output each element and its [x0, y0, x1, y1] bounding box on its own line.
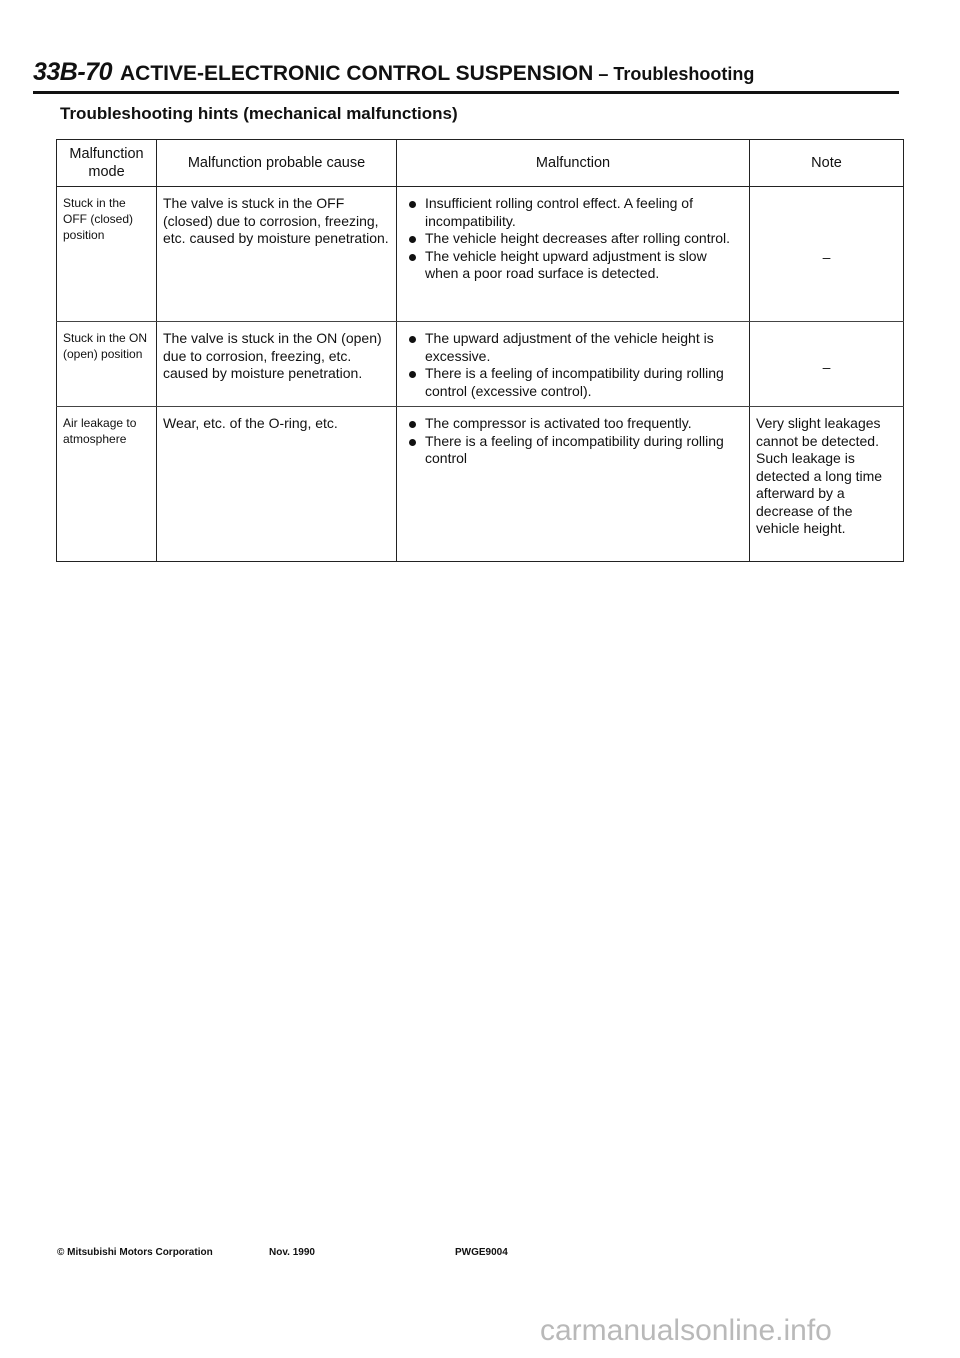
table-row — [57, 407, 904, 562]
note-cell: Very slight leakages cannot be detected. Such leakage is detected a long time afterward by a decrease of the vehicle height. — [750, 407, 904, 562]
malfunction-item: Insufficient rolling control effect. A feeling of incompatibility. — [425, 195, 743, 230]
note-cell: – — [750, 187, 904, 322]
malfunction-item: The compressor is activated too frequently. — [425, 415, 743, 433]
table-row — [57, 187, 904, 322]
page-subtitle: Troubleshooting — [613, 64, 755, 84]
note-cell: – — [750, 322, 904, 407]
cause-cell: The valve is stuck in the ON (open) due to corrosion, freezing, etc. caused by moisture penetration. — [157, 322, 397, 407]
header-malfunction: Malfunction — [397, 140, 750, 187]
table-row — [57, 322, 904, 407]
header-cause: Malfunction probable cause — [157, 140, 397, 187]
header-mode: Malfunction mode — [57, 140, 157, 187]
page-title: ACTIVE-ELECTRONIC CONTROL SUSPENSION — [120, 62, 594, 85]
section-title: Troubleshooting hints (mechanical malfunctions) — [60, 104, 458, 123]
page-header — [33, 58, 899, 94]
malfunction-item: The upward adjustment of the vehicle height is excessive. — [425, 330, 743, 365]
mode-cell: Stuck in the ON (open) position — [57, 322, 157, 407]
footer-code: PWGE9004 — [455, 1247, 508, 1258]
malfunction-cell — [397, 407, 750, 562]
malfunction-item: The vehicle height decreases after rolling control. — [425, 230, 743, 248]
malfunction-cell — [397, 187, 750, 322]
footer-date: Nov. 1990 — [269, 1247, 315, 1258]
mode-cell: Stuck in the OFF (closed) position — [57, 187, 157, 322]
header-note: Note — [750, 140, 904, 187]
malfunction-item: There is a feeling of incompatibility during rolling control — [425, 433, 743, 468]
malfunction-item: There is a feeling of incompatibility during rolling control (excessive control). — [425, 365, 743, 400]
cause-cell: Wear, etc. of the O-ring, etc. — [157, 407, 397, 562]
malfunction-item: The vehicle height upward adjustment is slow when a poor road surface is detected. — [425, 248, 743, 283]
troubleshooting-table — [56, 139, 904, 562]
header-separator: – — [593, 64, 614, 84]
page-code: 33B-70 — [33, 58, 112, 86]
mode-cell: Air leakage to atmosphere — [57, 407, 157, 562]
table-header-row — [57, 140, 904, 187]
cause-cell: The valve is stuck in the OFF (closed) due to corrosion, freezing, etc. caused by moisture penetration. — [157, 187, 397, 322]
footer-copyright: © Mitsubishi Motors Corporation — [57, 1247, 213, 1258]
malfunction-cell — [397, 322, 750, 407]
watermark: carmanualsonline.info — [540, 1314, 832, 1347]
